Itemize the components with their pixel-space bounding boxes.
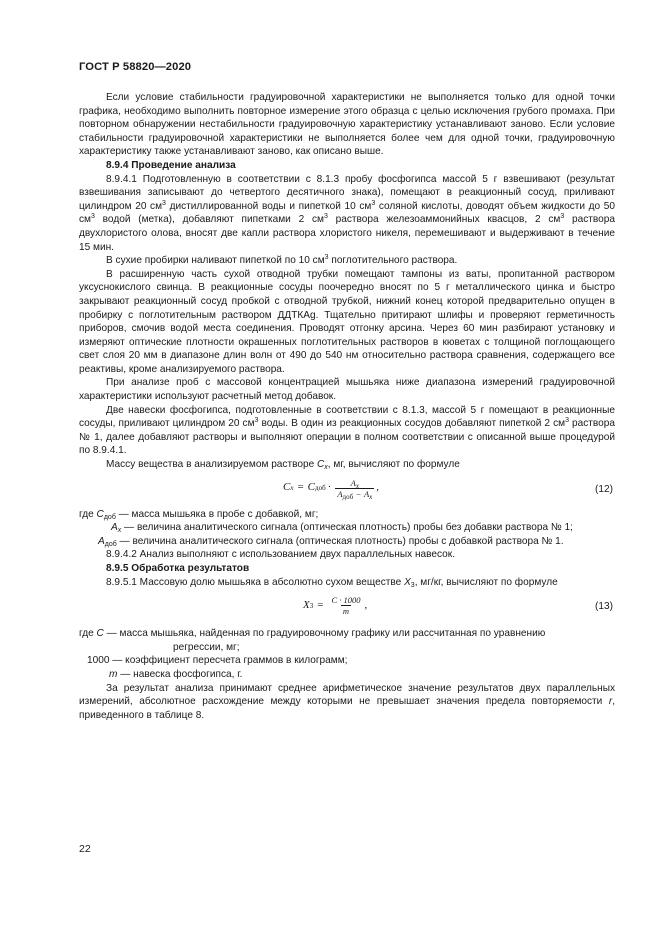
equation-13	[79, 589, 615, 627]
legend-item-a-x: $A_x$ — величина аналитического сигнала (оптическая плотность) пробы без добавки раствора № 1;	[111, 522, 573, 535]
equation-12-fraction: $\frac{A_x}{A_{доб} - A_x}$	[337, 477, 373, 501]
legend-item-a-dob: $A_{доб}$ — величина аналитического сигнала (оптическая плотность) пробы с добавкой раствора № 1.	[98, 535, 564, 548]
document-body	[79, 91, 615, 722]
legend-item-c-continued: регрессии, мг;	[173, 641, 240, 653]
equation-13-body: X 3 = $\frac{C \cdot 1000}{m}$ ,	[303, 595, 368, 617]
page-number: 22	[79, 843, 91, 855]
paragraph-cotton-swabs: В расширенную часть сухой отводной трубки помещают тампоны из ваты, пропитанной раствором уксуснокислого свинца. В реакционные сосуды поочередно вносят по 5 г металлического цинка и быстро закрывают реакционный сосуд пробкой с отводной трубкой, нижний конец которой предварительно опущен в пробирку с поглотительным раствором ДДТКAg. Тщательно притирают шлифы и проверяют герметичность приборов, смочив водой места соединения. Проводят отгонку арсина. Через 60 мин разбирают установку и измеряют оптические плотности окрашенных поглотительных растворов в кюветах с толщиной поглощающего свет слоя 20 мм в диапазоне длин волн от 490 до 540 нм относительно раствора сравнения, содержащего все реактивы, кроме анализируемого раствора.	[79, 268, 615, 375]
paragraph-mass: Массу вещества в анализируемом растворе $C_x$, мг, вычисляют по формуле	[106, 459, 460, 472]
legend-item-m: m — навеска фосфогипса, г.	[109, 668, 243, 680]
paragraph-tubes: В сухие пробирки наливают пипеткой по 10 $см^3$ поглотительного раствора.	[106, 254, 458, 267]
equation-13-fraction: $\frac{C \cdot 1000}{m}$	[331, 595, 361, 617]
paragraph-8-9-4-2: 8.9.4.2 Анализ выполняют с использованием двух параллельных навесок.	[106, 549, 456, 561]
equation-12-number: (12)	[595, 483, 613, 495]
legend-item-1000: 1000 — коэффициент пересчета граммов в килограмм;	[87, 655, 348, 667]
paragraph-low-concentration: При анализе проб с массовой концентрацией мышьяка ниже диапазона измерений градуировочной характеристики используют расчетный метод добавок.	[79, 377, 615, 403]
paragraph-result: За результат анализа принимают среднее арифметическое значение результатов двух параллельных измерений, абсолютное расхождение между которыми не превышает значения предела повторяемости r, приведенного в таблице 8.	[79, 682, 615, 721]
heading-8-9-5: 8.9.5 Обработка результатов	[106, 563, 250, 574]
paragraph-8-9-4-1: 8.9.4.1 Подготовленную в соответствии с 8.1.3 пробу фосфогипса массой 5 г взвешивают (результат взвешивания записывают до четвертого десятичного знака), помещают в реакционный сосуд, приливают цилиндром 20 $см^3$ дистиллированной воды и пипеткой 10 $см^3$ соляной кислоты, доводят объем жидкости до 50 $см^3$ водой (метка), добавляют пипетками 2 $см^3$ раствора железоаммонийных квасцов, 2 $см^3$ раствора двухлористого олова, вносят две капли раствора хлористого никеля, перемешивают и выдерживают в течение 15 мин.	[79, 173, 616, 253]
paragraph-two-samples: Две навески фосфогипса, подготовленные в соответствии с 8.1.3, массой 5 г помещают в реакционные сосуды, приливают цилиндром 20 $см^3$ воды. В один из реакционных сосудов добавляют пипеткой 2 $см^3$ раствора № 1, далее добавляют растворы и выполняют операции в полном соответствии с описанной выше процедурой по 8.9.4.1.	[79, 404, 615, 457]
heading-8-9-4: 8.9.4 Проведение анализа	[106, 159, 236, 171]
paragraph-stability: Если условие стабильности градуировочной характеристики не выполняется только для одной точки графика, необходимо выполнить повторное измерение этого образца с целью исключения грубого промаха. При повторном обнаружении нестабильности градуировочную характеристику устанавливают заново. Если условие стабильности градуировочной характеристики не выполняется более чем для одной точки, градуировочную характеристику также устанавливают заново, как описано выше.	[79, 92, 615, 158]
legend-item-c: где C — масса мышьяка, найденная по градуировочному графику или рассчитанная по уравнению	[79, 628, 546, 640]
equation-12-legend	[79, 508, 615, 549]
document-header: ГОСТ Р 58820—2020	[79, 61, 192, 73]
equation-13-number: (13)	[595, 601, 613, 613]
equation-13-legend	[79, 627, 615, 681]
equation-12-body: C x = C доб · $\frac{A_x}{A_{доб} - A_x}$ ,	[283, 477, 379, 501]
equation-12	[79, 472, 615, 508]
paragraph-8-9-5-1: 8.9.5.1 Массовую долю мышьяка в абсолютно сухом веществе $X_3$, мг/кг, вычисляют по формуле	[106, 576, 558, 589]
legend-item-c-dob: где $C_{доб}$ — масса мышьяка в пробе с добавкой, мг;	[79, 508, 319, 521]
